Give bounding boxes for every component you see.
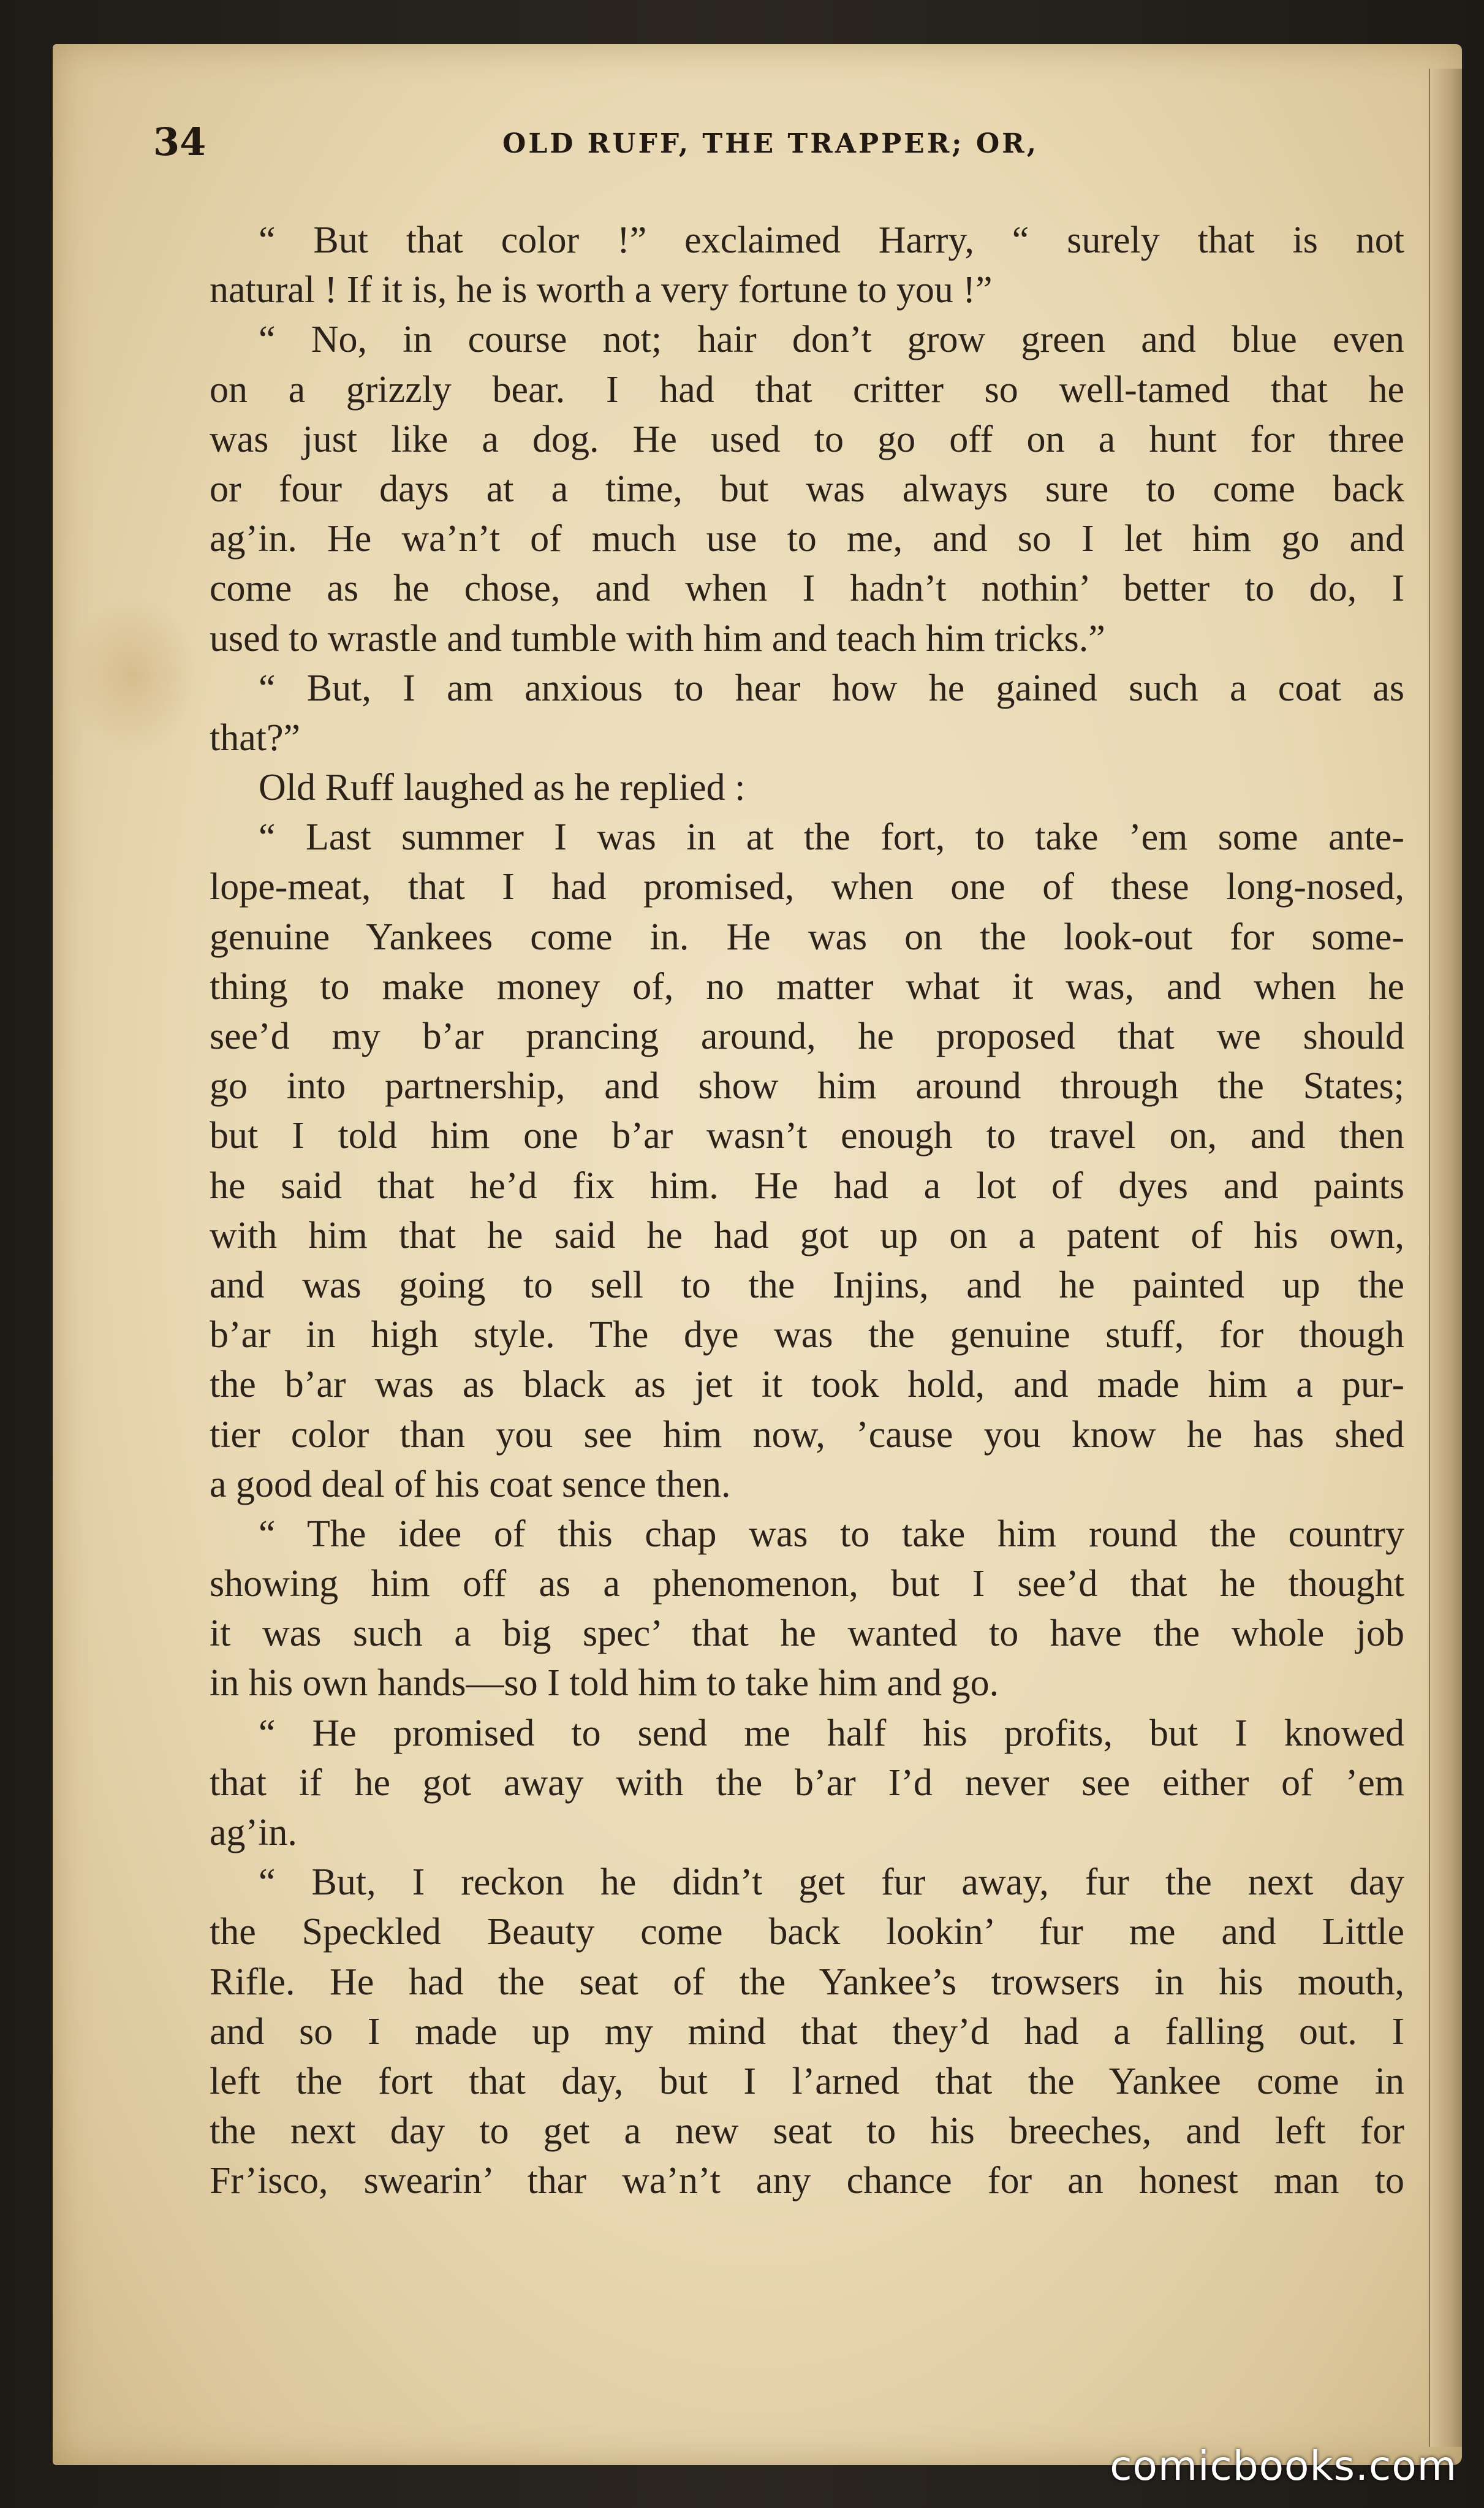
text-line: “ No, in course not; hair don’t grow green and blue even [259, 319, 1404, 361]
text-line: “ Last summer I was in at the fort, to take ’em some ante- [259, 816, 1404, 859]
text-line: and so I made up my mind that they’d had a falling out. I [210, 2010, 1404, 2053]
text-line: or four days at a time, but was always sure to come back [210, 468, 1404, 510]
text-line: Rifle. He had the seat of the Yankee’s trowsers in his mouth, [210, 1961, 1404, 2003]
text-line: Fr’isco, swearin’ thar wa’n’t any chance for an honest man to [210, 2160, 1404, 2202]
text-line: “ The idee of this chap was to take him round the country [259, 1513, 1404, 1555]
body-text [210, 216, 1404, 2206]
page-edge [1429, 69, 1462, 2447]
text-line: “ But, I reckon he didn’t get fur away, fur the next day [259, 1861, 1404, 1904]
text-line: was just like a dog. He used to go off on a hunt for three [210, 418, 1404, 460]
text-line: that if he got away with the b’ar I’d never see either of ’em [210, 1761, 1404, 1804]
watermark: comicbooks.com [1110, 2442, 1457, 2490]
text-line: go into partnership, and show him around through the States; [210, 1065, 1404, 1108]
text-line: but I told him one b’ar wasn’t enough to travel on, and then [210, 1115, 1404, 1157]
text-line: on a grizzly bear. I had that critter so well-tamed that he [210, 368, 1404, 411]
text-line: genuine Yankees come in. He was on the look-out for some- [210, 916, 1404, 958]
text-line: “ But, I am anxious to hear how he gained such a coat as [259, 667, 1404, 709]
text-line: see’d my b’ar prancing around, he proposed that we should [210, 1016, 1404, 1057]
page-header [153, 120, 1422, 175]
page-number: 34 [153, 120, 206, 164]
running-head: OLD RUFF, THE TRAPPER; OR, [502, 128, 1039, 159]
text-line: ag’in. He wa’n’t of much use to me, and so I let him go and [210, 518, 1404, 560]
text-line: “ He promised to send me half his profits, but I knowed [259, 1712, 1404, 1754]
text-line: the Speckled Beauty come back lookin’ fur me and Little [210, 1911, 1404, 1953]
text-line: he said that he’d fix him. He had a lot of dyes and paints [210, 1165, 1404, 1207]
text-line: Old Ruff laughed as he replied : [259, 767, 746, 809]
text-line: ag’in. [210, 1812, 297, 1853]
text-line: in his own hands—so I told him to take him and go. [210, 1662, 999, 1704]
text-line: lope-meat, that I had promised, when one of these long-nosed, [210, 866, 1404, 908]
text-line: a good deal of his coat sence then. [210, 1463, 731, 1505]
text-line: left the fort that day, but I l’arned that the Yankee come in [210, 2060, 1404, 2102]
text-line: with him that he said he had got up on a patent of his own, [210, 1214, 1404, 1256]
text-line: “ But that color !” exclaimed Harry, “ surely that is not [259, 219, 1404, 261]
text-line: and was going to sell to the Injins, and he painted up the [210, 1264, 1404, 1306]
text-line: the next day to get a new seat to his breeches, and left for [210, 2110, 1404, 2153]
text-line: showing him off as a phenomenon, but I see’d that he thought [210, 1563, 1404, 1605]
text-line: b’ar in high style. The dye was the genuine stuff, for though [210, 1314, 1404, 1356]
text-line: it was such a big spec’ that he wanted to have the whole job [210, 1613, 1404, 1655]
text-line: come as he chose, and when I hadn’t nothin’ better to do, I [210, 568, 1404, 610]
text-line: natural ! If it is, he is worth a very fortune to you !” [210, 269, 993, 311]
text-line: the b’ar was as black as jet it took hold, and made him a pur- [210, 1364, 1404, 1406]
text-line: used to wrastle and tumble with him and teach him tricks.” [210, 617, 1105, 659]
text-line: tier color than you see him now, ’cause you know he has shed [210, 1413, 1404, 1456]
text-line: thing to make money of, no matter what it was, and when he [210, 965, 1404, 1008]
page-stain [65, 596, 200, 755]
text-line: that?” [210, 716, 301, 759]
